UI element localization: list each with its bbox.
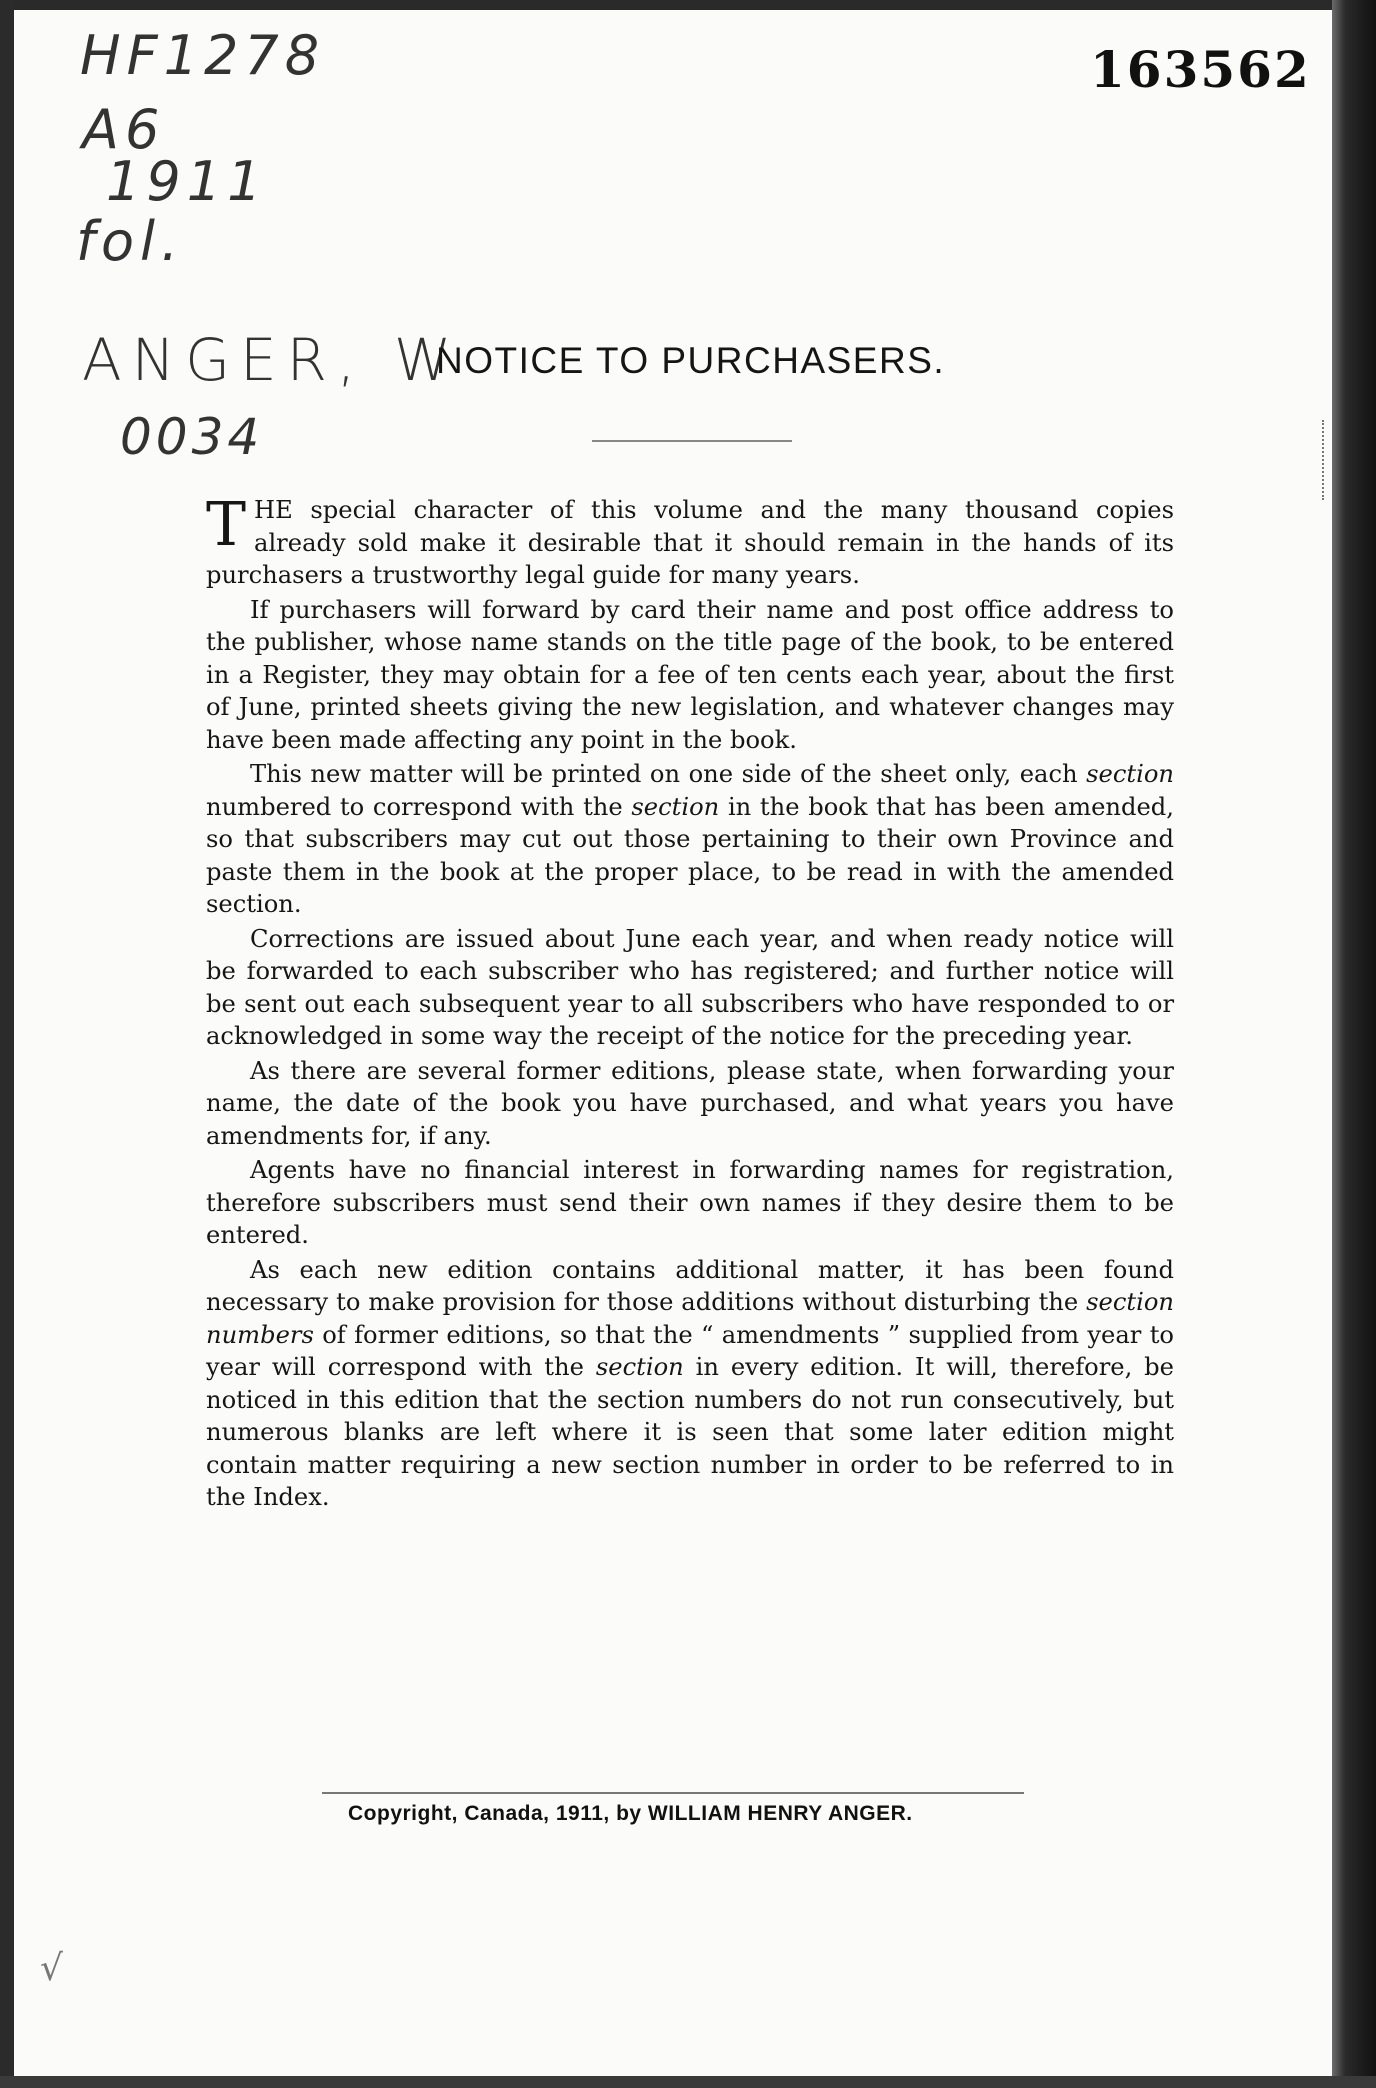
- scan-border-top: [0, 0, 1376, 10]
- notice-title: NOTICE TO PURCHASERS.: [436, 340, 946, 381]
- paragraph-7-text-a: As each new edition contains additional matter, it has been found necessary to make provision for those additions without disturbing the: [206, 1255, 1174, 1316]
- handwritten-year: 1911: [106, 150, 268, 213]
- paragraph-7-text-c: in every edition. It will, therefore, be noticed in this edition that the section numbers do not run consecutively, but numerous blanks are left where it is seen that some later edition might contain matter requiring a new section number in order to be referred to in the Index.: [206, 1353, 1174, 1511]
- paragraph-3: [206, 758, 1174, 921]
- handwritten-folio: fol.: [76, 210, 185, 273]
- scan-border-left: [0, 0, 14, 2088]
- paragraph-7: [206, 1254, 1174, 1514]
- handwritten-call-number-cutter: A6: [82, 98, 166, 161]
- paragraph-1: [206, 490, 1174, 592]
- paragraph-5: As there are several former editions, please state, when forwarding your name, the date of the book you have purchased, and what years you have amendments for, if any.: [206, 1056, 1174, 1150]
- handwritten-author-code: 0034: [120, 408, 264, 466]
- handwritten-author: ANGER, W: [82, 326, 462, 394]
- paragraph-4: Corrections are issued about June each year, and when ready notice will be forwarded to each subscriber who has registered; and further notice will be sent out each subsequent year to all subscribers who have responded to or acknowledged in some way the receipt of the notice for the preceding year.: [206, 924, 1174, 1050]
- copyright-line: Copyright, Canada, 1911, by WILLIAM HENRY ANGER.: [348, 1802, 913, 1825]
- paragraph-3-emphasis-2: section: [631, 792, 720, 821]
- paragraph-3-text-c: in the book that has been amended, so that subscribers may cut out those pertaining to their own Province and paste them in the book at the proper place, to be read in with the amended section.: [206, 792, 1174, 918]
- scan-border-bottom: [0, 2076, 1376, 2088]
- paragraph-6: Agents have no financial interest in forwarding names for registration, therefore subscribers must send their own names if they desire them to be entered.: [206, 1156, 1174, 1249]
- paragraph-7-emphasis-1: section numbers: [206, 1288, 1174, 1349]
- spine-dotted-mark: [1322, 420, 1327, 500]
- accession-number: 163562: [1090, 40, 1311, 99]
- footer-divider: [322, 1792, 1024, 1794]
- handwritten-call-number: HF1278: [80, 24, 326, 87]
- paragraph-1-text: HE special character of this volume and the many thousand copies already sold make it desirable that it should remain in the hands of its purchasers a trustworthy legal guide for many years.: [206, 496, 1174, 589]
- paragraph-7-emphasis-2: section: [595, 1353, 684, 1381]
- pencil-check-mark: √: [40, 1948, 63, 1989]
- paragraph-3-text-b: numbered to correspond with the: [206, 792, 623, 821]
- notice-body: [206, 490, 1174, 1516]
- paragraph-3-text-a: This new matter will be printed on one side of the sheet only, each: [250, 760, 1078, 788]
- paragraph-7-text-b: of former editions, so that the “ amendments ” supplied from year to year will correspond with the: [206, 1320, 1174, 1381]
- book-spine-edge: [1332, 0, 1376, 2088]
- paragraph-2: If purchasers will forward by card their name and post office address to the publisher, whose name stands on the title page of the book, to be entered in a Register, they may obtain for a fee of ten cents each year, about the first of June, printed sheets giving the new legislation, and whatever changes may have been made affecting any point in the book.: [206, 595, 1174, 754]
- paragraph-3-emphasis-1: section: [1086, 760, 1174, 788]
- title-divider: [592, 440, 792, 442]
- drop-cap: T: [206, 490, 247, 560]
